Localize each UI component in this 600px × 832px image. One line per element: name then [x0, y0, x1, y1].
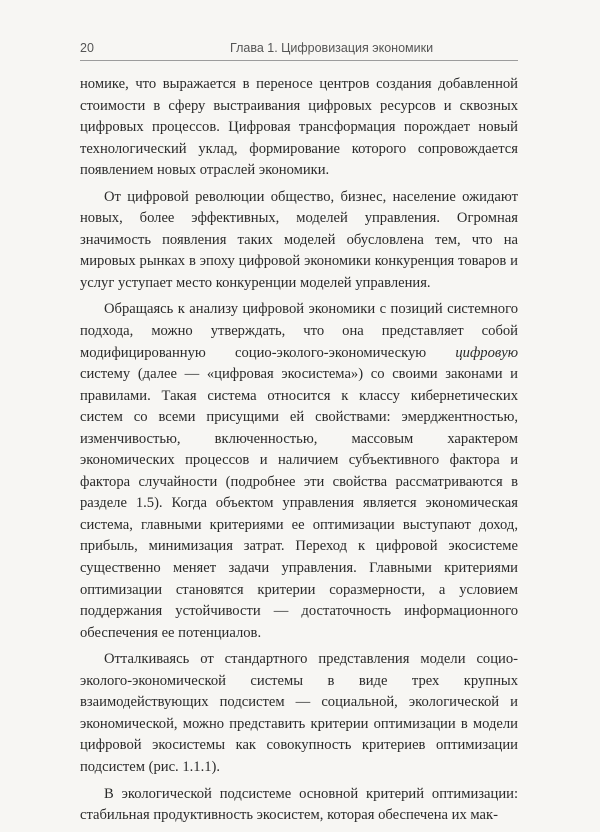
paragraph-1: номике, что выражается в переносе центров создания добавленной стоимости в сферу выстраивания цифровых ресурсов и сквозных цифровых процессов. Цифровая трансформация порождает новый технологический уклад, формирование которого сопровождается появлением новых отраслей экономики. — [80, 76, 518, 179]
running-title: Глава 1. Цифровизация экономики — [230, 41, 434, 55]
paragraph-3-rest: систему (далее — «цифровая экосистема») со своими законами и правилами. Такая система относится к классу кибернетических систем со всеми присущими ей свойствами: эмерджентностью, изменчивостью, включенностью, массовым характером экономических процессов и наличием субъективного фактора и фактора случайности (подробнее эти свойства рассматриваются в разделе 1.5). Когда объектом управления является экономическая система, главными критериями ее оптимизации выступают доход, прибыль, минимизация затрат. Переход к цифровой экосистеме существенно меняет задачи управления. Главными критериями оптимизации становятся критерии соразмерности, а условием поддержания устойчивости — достаточность информационного обеспечения ее потенциалов. — [80, 366, 518, 641]
running-header — [80, 38, 518, 61]
paragraph-4: Отталкиваясь от стандартного представления модели социо-эколого-экономической системы в виде трех крупных взаимодействующих подсистем — социальной, экологической и экономической, можно представить критерии оптимизации в модели цифровой экосистемы как совокупность критериев оптимизации подсистем (рис. 1.1.1). — [80, 651, 518, 775]
emphasis-digital: цифровую — [455, 344, 518, 361]
paragraph-2: От цифровой революции общество, бизнес, население ожидают новых, более эффективных, моделей управления. Огромная значимость появления таких моделей обусловлена тем, что на мировых рынках в эпоху цифровой экономики конкуренция товаров и услуг уступает место конкуренции моделей управления. — [80, 188, 518, 291]
page-number: 20 — [80, 41, 94, 55]
paragraph-3-start: Обращаясь к анализу цифровой экономики с позиций системного подхода, можно утверждать, что она представляет собой модифицированную социо-эколого-экономическую — [80, 301, 518, 361]
paragraph-3 — [80, 299, 518, 644]
paragraph-5: В экологической подсистеме основной критерий оптимизации: стабильная продуктивность экосистем, которая обеспечена их мак- — [80, 785, 518, 824]
body-text — [80, 74, 518, 832]
